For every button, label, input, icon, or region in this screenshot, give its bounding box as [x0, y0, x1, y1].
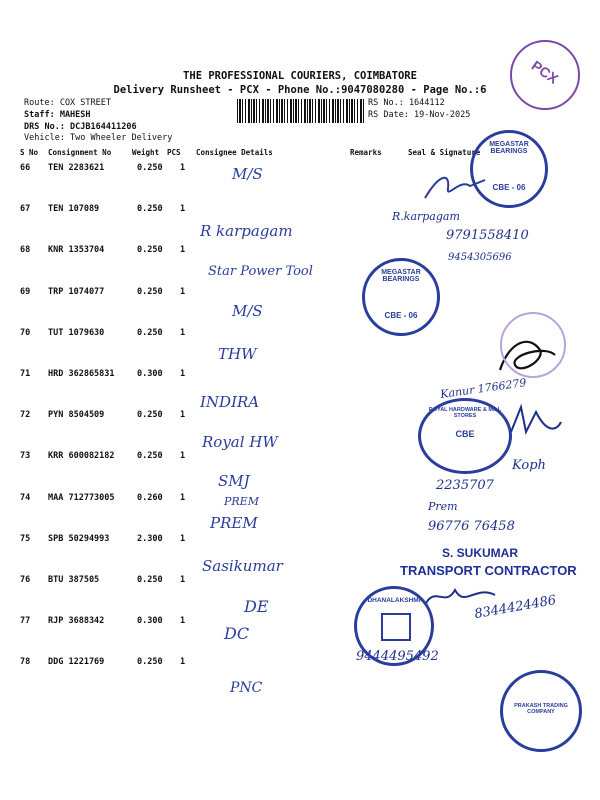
- runsheet-title: Delivery Runsheet - PCX - Phone No.:9047080280 - Page No.:6: [113, 84, 487, 96]
- cell-sno: 67: [20, 204, 31, 214]
- route-label: Route: COX STREET: [24, 98, 111, 108]
- cell-pcs: 1: [180, 493, 186, 503]
- cell-weight: 0.250: [137, 410, 163, 420]
- megastar-stamp-2-text: MEGASTAR BEARINGS: [381, 269, 421, 283]
- cell-sno: 77: [20, 616, 31, 626]
- royal-stamp-text: ROYAL HARDWARE & MILL STORES: [428, 407, 502, 419]
- cell-weight: 0.250: [137, 657, 163, 667]
- remark-kanur: Kanur 1766279: [439, 376, 528, 401]
- remark-phone3: 96776 76458: [428, 519, 515, 534]
- barcode: [237, 99, 365, 123]
- cell-cno: TEN 2283621: [48, 163, 105, 173]
- cell-weight: 0.300: [137, 616, 163, 626]
- signature-scribble-72: [506, 402, 566, 442]
- cell-cno: RJP 3688342: [48, 616, 105, 626]
- cell-weight: 0.250: [137, 287, 163, 297]
- cell-weight: 2.300: [137, 534, 163, 544]
- megastar-stamp-1: [470, 130, 548, 208]
- sign-row-70: THW: [218, 345, 257, 363]
- faded-stamp: [500, 312, 566, 378]
- cell-weight: 0.250: [137, 163, 163, 173]
- cell-cno: KNR 1353704: [48, 245, 105, 255]
- remark-prem: Prem: [428, 500, 458, 513]
- cell-sno: 71: [20, 369, 31, 379]
- col-consignee: Consignee Details: [196, 148, 273, 157]
- cell-sno: 74: [20, 493, 31, 503]
- sign-row-72: Royal HW: [202, 433, 278, 451]
- remark-phone2: 9454305696: [448, 252, 512, 263]
- rs-date: RS Date: 19-Nov-2025: [368, 110, 471, 120]
- sign-row-67: R karpagam: [200, 222, 293, 240]
- cell-sno: 70: [20, 328, 31, 338]
- cell-cno: TEN 107089: [48, 204, 100, 214]
- cell-pcs: 1: [180, 657, 186, 667]
- col-sno: S No: [20, 148, 39, 157]
- staff-label: Staff: MAHESH: [24, 110, 91, 120]
- cell-pcs: 1: [180, 369, 186, 379]
- cell-cno: MAA 712773005: [48, 493, 115, 503]
- cell-cno: BTU 387505: [48, 575, 100, 585]
- rs-no: RS No.: 1644112: [368, 98, 445, 108]
- cell-pcs: 1: [180, 575, 186, 585]
- cell-cno: TUT 1079630: [48, 328, 105, 338]
- sign-row-74: PREM: [210, 514, 258, 532]
- cell-sno: 75: [20, 534, 31, 544]
- cell-weight: 0.250: [137, 451, 163, 461]
- drs-label: DRS No.: DCJB164411206: [24, 122, 137, 132]
- cell-sno: 73: [20, 451, 31, 461]
- sign-row-77: DC: [224, 624, 250, 643]
- remark-kope: Koph: [512, 458, 546, 473]
- sign-row-73: SMJ: [218, 472, 250, 490]
- cell-cno: DDG 1221769: [48, 657, 105, 667]
- cell-cno: PYN 8504509: [48, 410, 105, 420]
- contractor-name: S. SUKUMAR: [442, 546, 519, 560]
- sign-row-71: INDIRA: [200, 393, 260, 411]
- col-remarks: Remarks: [350, 148, 382, 157]
- royal-stamp-center: CBE: [455, 429, 475, 439]
- sign-row-76: DE: [244, 597, 269, 616]
- cell-sno: 68: [20, 245, 31, 255]
- cell-cno: TRP 1074077: [48, 287, 105, 297]
- megastar-stamp-1-text: MEGASTAR BEARINGS: [489, 141, 529, 155]
- cell-pcs: 1: [180, 534, 186, 544]
- sign-row-78: PNC: [230, 680, 263, 696]
- cell-pcs: 1: [180, 451, 186, 461]
- cell-weight: 0.260: [137, 493, 163, 503]
- cell-weight: 0.300: [137, 369, 163, 379]
- sign-row-66: M/S: [232, 165, 263, 183]
- col-pcs: PCS: [167, 148, 181, 157]
- remark-phone5: 9444495492: [356, 649, 439, 664]
- cell-cno: KRR 600082182: [48, 451, 115, 461]
- cell-pcs: 1: [180, 328, 186, 338]
- cell-cno: HRD 362865831: [48, 369, 115, 379]
- dhanalakshmi-stamp: [354, 586, 434, 666]
- sign-row-75: Sasikumar: [202, 557, 283, 575]
- company-title: THE PROFESSIONAL COURIERS, COIMBATORE: [183, 70, 417, 82]
- cell-pcs: 1: [180, 287, 186, 297]
- cell-sno: 66: [20, 163, 31, 173]
- cell-sno: 69: [20, 287, 31, 297]
- cell-weight: 0.250: [137, 204, 163, 214]
- cell-weight: 0.250: [137, 575, 163, 585]
- megastar-stamp-1-city: CBE - 06: [492, 183, 526, 192]
- dhanalakshmi-stamp-text: DHANALAKSHMI: [367, 597, 421, 604]
- megastar-stamp-2-city: CBE - 06: [384, 311, 418, 320]
- remark-num1: 2235707: [436, 478, 494, 493]
- prem-top: PREM: [224, 495, 259, 508]
- dhanalakshmi-emblem-icon: [381, 613, 411, 641]
- cell-sno: 78: [20, 657, 31, 667]
- cell-pcs: 1: [180, 245, 186, 255]
- sign-row-68: Star Power Tool: [208, 264, 313, 279]
- cell-sno: 76: [20, 575, 31, 585]
- signature-scribble-76: [420, 580, 500, 610]
- pcx-stamp-text: PCX: [528, 57, 562, 87]
- cell-weight: 0.250: [137, 245, 163, 255]
- col-seal: Seal & Signature: [408, 148, 481, 157]
- col-consignment: Consignment No: [48, 148, 112, 157]
- remark-phone4: 8344424486: [473, 592, 558, 623]
- cell-pcs: 1: [180, 616, 186, 626]
- sign-row-69: M/S: [232, 302, 263, 320]
- royal-hardware-stamp: [418, 398, 512, 474]
- cell-weight: 0.250: [137, 328, 163, 338]
- cell-pcs: 1: [180, 410, 186, 420]
- remark-phone1: 9791558410: [446, 228, 529, 243]
- remark-karpagam: R.karpagam: [392, 210, 460, 223]
- cell-sno: 72: [20, 410, 31, 420]
- pcx-stamp: [510, 40, 580, 110]
- prakash-stamp: [500, 670, 582, 752]
- cell-pcs: 1: [180, 163, 186, 173]
- cell-cno: SPB 50294993: [48, 534, 110, 544]
- megastar-stamp-2: [362, 258, 440, 336]
- prakash-stamp-text: PRAKASH TRADING COMPANY: [514, 703, 568, 715]
- cell-pcs: 1: [180, 204, 186, 214]
- vehicle-label: Vehicle: Two Wheeler Delivery: [24, 133, 173, 143]
- col-weight: Weight: [132, 148, 160, 157]
- contractor-title: TRANSPORT CONTRACTOR: [400, 563, 577, 578]
